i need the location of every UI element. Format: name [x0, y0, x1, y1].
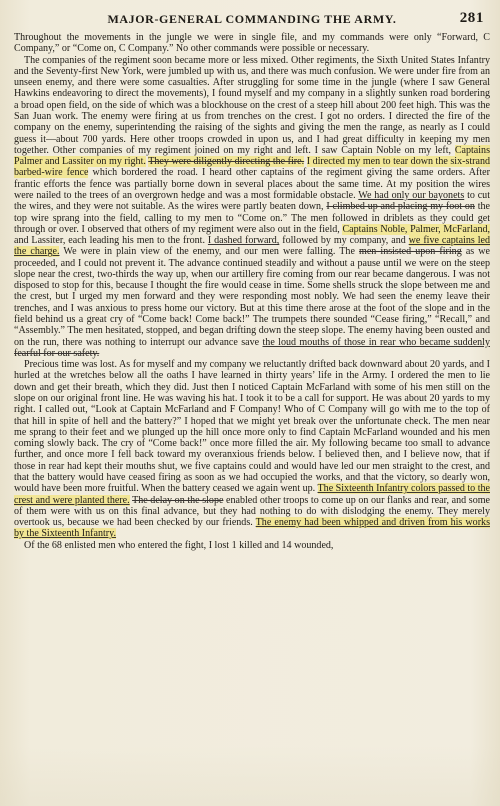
struck-text: I climbed up and placing my foot on — [326, 201, 475, 213]
text-run: and Lassiter, each leading his men to the front. — [14, 235, 208, 247]
text-run: Of the 68 enlisted men who entered the fight, I lost 1 killed and 14 wounded, — [24, 539, 334, 551]
paragraph — [14, 32, 490, 55]
page-number: 281 — [459, 10, 484, 26]
highlighted-text: I directed my men to tear down the six-strand barbed-wire fence — [14, 156, 491, 179]
text-run: to cut the wires, and they were not suitable. As the wires were partly beaten down, — [14, 189, 490, 213]
body-text — [14, 32, 490, 551]
highlighted-text: we five captains led the charge. — [14, 235, 490, 258]
paragraph — [14, 55, 490, 360]
struck-text: men insisted upon firing — [359, 246, 462, 258]
highlighted-text: Captains Noble, Palmer, McFarland, — [342, 223, 490, 235]
underlined-text: We had only our bayonets — [358, 189, 465, 201]
text-run: We were in plain view of the enemy, and our men were falling. The — [59, 246, 360, 258]
struck-text: fearful for our safety. — [14, 347, 100, 359]
highlighted-text: They were diligently directing the fire. — [148, 156, 305, 168]
text-run: the top wire sprang into the field, calling to my men to “Come on.” The men followed in driblets as they could get through or over. I observed that others of my regiment were also out in the field, — [14, 201, 490, 235]
page-header — [14, 10, 490, 32]
paragraph — [14, 540, 490, 551]
text-run: as we proceeded, and I could not prevent it. The advance continued steadily and without a pause until we were on the steep slope near the crest, two-thirds the way up, when our artillery fire coming from our rear became dangerous. I was not disposed to stop for this, because I thought the fire would cease in time. Some shells struck the slope between me and the crest, but I urged my men forward and they were responding most nobly. We had seen the enemy leave their trenches, and I was anxious to press home our victory. But at this time there arose at the foot of the slope and in the field behind us a great cry of “Come back! Come back!” The trumpets there sounded “Cease firing,” “Recall,” and “Assembly.” The men hesitated, stopped, and began drifting down the steep slope. The enemy having been ousted and on the run, there was nothing to interrupt our advance save — [14, 246, 490, 348]
text-run: Throughout the movements in the jungle we were in single file, and my commands were only “Forward, C Company,” or “Come on, C Company.” No other commands were possible or necessary. — [14, 32, 490, 55]
highlighted-text: Captains Palmer and Lassiter on my right. — [14, 144, 490, 168]
text-run: The companies of the regiment soon became more or less mixed. Other regiments, the Sixth United States Infantry and the Seventy-first New York, were jumbled up with us, and there was much confusion. We were under fire from an unseen enemy, and there were some casualties. After struggling for some time in the jungle (where I saw General Hawkins endeavoring to direct the movements), I found myself and my company in a slightly sunken road bordering a broad open field, on the side of which was a blockhouse on the crest of a steep hill about 200 feet high. This was the San Juan work. The enemy were firing at us from trenches on the crest. I got no orders. I directed the fire of the company on the enemy, superintending the raising of the sights and giving the men the range, as nearly as I could guess it—about 700 yards. Here other troops crowded in upon us, and I had great difficulty in keeping my men together. Other companies of my regiment joined on my right and left. I saw Captain Noble on my left, — [14, 54, 490, 156]
highlighted-text: The enemy had been whipped and driven from his works by the Sixteenth Infantry. — [14, 517, 490, 540]
text-run: enabled other troops to come up on our flanks and rear, and some of them were with us on this final advance, but they had nothing to do with dislodging the enemy. They merely overtook us, because we had been checked by our friends. — [14, 494, 490, 529]
text-run: followed by my company, and — [279, 235, 409, 247]
underlined-text: the loud mouths of those in rear who became suddenly — [262, 336, 490, 348]
text-run: which bordered the road. I heard other captains of the regiment giving the same orders. After frantic efforts the fence was partially borne down in several places about the same time. At my position the wires were nailed to the trees of an overgrown hedge and was a most formidable obstacle. — [14, 167, 490, 201]
paper-shading — [0, 746, 500, 806]
paragraph — [14, 359, 490, 540]
running-title: MAJOR-GENERAL COMMANDING THE ARMY. — [107, 12, 397, 26]
underlined-text: I dashed forward, — [207, 235, 280, 247]
highlighted-text: The Sixteenth Infantry colors passed to the crest and were planted there. — [14, 483, 490, 506]
text-run: Precious time was lost. As for myself and my company we reluctantly drifted back downward about 20 yards, and I hurled at the wretches below all the oaths I have learned in thirty years’ life in the Army. I ordered the men to lie down and get their breath, which they did. Just then I noticed Captain McFarland with some of his men still on the slope on our original front line. He was waving his hat. I took it to be a call for support. He was about 20 yards to my right. I called out, “Look at Captain McFarland and F Company! Who of C Company will go with me to the top of that hill in spite of hell and the battery?” I hoped that we might yet break over the unfortunate check. The men near me sprang to their feet and we plunged up the hill once more only to find Captain McFarland wounded and his men coming slowly back. The cry of “Come back!” once more filled the air. My following became too small to advance further, and once more I fell back toward my overanxious friends below. I believed then, and I believe now, that if those in rear had kept their mouths shut, we five captains could and would have led our men straight to the crest, and that the battery would have ceased firing as soon as we had occupied the works, and that the victory, so dearly won, would have been more fruitful. When the battery ceased we again went up. — [14, 359, 490, 495]
struck-text: The delay on the slope — [132, 494, 224, 506]
